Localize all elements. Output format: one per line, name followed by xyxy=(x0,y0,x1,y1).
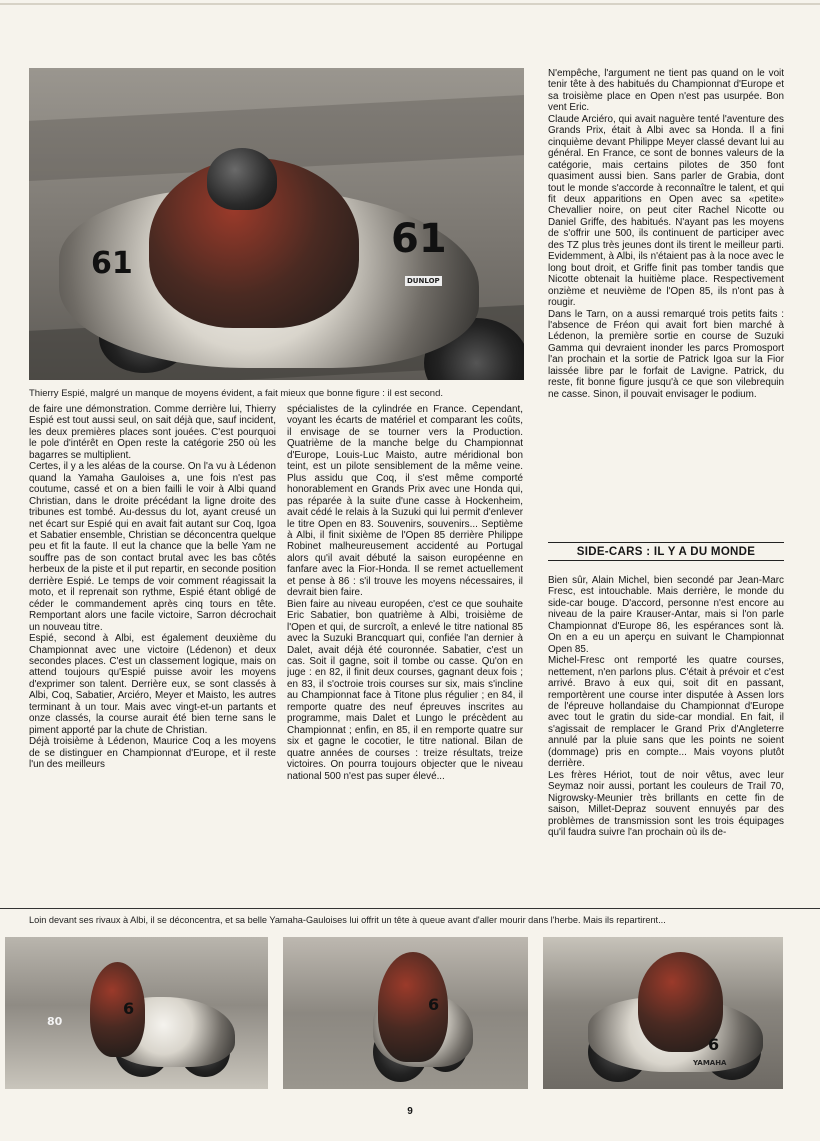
trackside-sign-text: 80 xyxy=(47,1015,63,1028)
strip-divider xyxy=(0,908,820,909)
race-number-tail: 61 xyxy=(91,246,133,281)
strip-race-number-1: 6 xyxy=(123,999,135,1018)
paragraph: Claude Arciéro, qui avait naguère tenté l'aventure des Grands Prix, était à Albi avec sa Honda. Il a fini cinquième devant Philippe Meyer classé devant lui au général. En France, ce sont de bonnes valeurs de la catégorie, mais certains pilotes de 350 font quasiment aussi bien. Sans parler de Grabia, dont tout le monde s'accorde à reconnaître le talent, et qui fit deux apparitions en Open avec sa «petite» Chevallier noire, on peut citer Rachel Nicotte ou Daniel Griffe, des habitués. N'ayant pas les moyens de s'offrir une 500, ils continuent de participer avec des TZ plus très jeunes dont ils tirent le meilleur parti. Evidemment, à Albi, ils n'étaient pas à la noce avec le long bout droit, et Griffe finit pas tomber tandis que Nicotte obtenait la huitième place. Respectivement onzième et neuvième de l'Open 85, ils n'ont pas à rougir. xyxy=(548,113,784,309)
paragraph: Michel-Fresc ont remporté les quatre courses, nettement, n'en parlons plus. C'était à prévoir et c'est arrivé. Bravo à eux qui, soit dit en passant, remportèrent une course inter disputée à Assen lors de l'épreuve hollandaise du Championnat d'Europe avec tout le gratin du side-car mondial. En fait, il s'agissait de remplacer le Grand Prix d'Angleterre annulé par la pluie sans que les points ne soient (dommage) pris en compte... Mais voyons plutôt derrière. xyxy=(548,655,784,770)
section-heading: SIDE-CARS : IL Y A DU MONDE xyxy=(548,542,784,561)
main-photo xyxy=(29,68,524,380)
tire-brand: DUNLOP xyxy=(407,277,440,285)
paragraph: spécialistes de la cylindrée en France. Cependant, voyant les écarts de matériel et comparant les coûts, il envisage de se tourner vers la Production. Quatrième de la manche belge du Championnat d'Europe, Louis-Luc Maisto, autre méridional bon teint, est un pilote sensiblement de la même veine. Plus assidu que Coq, il s'est même comporté honorablement en Grands Prix avec une Honda qui, pas réparée à la suite d'une casse à Hockenheim, avait cédé le relais à la Suzuki qui lui permit d'enlever le titre Open en 83. Souvenirs, souvenirs... Septième à Albi, il finit sixième de l'Open 85 derrière Philippe Robinet malheureusement accidenté au Portugal alors qu'il avait débuté la saison européenne en fanfare avec la Fior-Honda. Il se remet actuellement et pense à 86 : s'il trouve les moyens nécessaires, il devrait bien faire. xyxy=(287,404,523,599)
text-column-right-bottom xyxy=(548,575,784,905)
paragraph: Dans le Tarn, on a aussi remarqué trois petits faits : l'absence de Fréon qui avait fort bien marché à Lédenon, la première sortie en course de Suzuki Gamma qui devraient inonder les parcs Promosport l'an prochain et la sortie de Patrick Igoa sur la Fior laissée libre par le forfait de Lavigne. Patrick, du reste, fit bonne figure jusqu'à ce que son vilebrequin ne casse. Sinon, il pouvait envisager le podium. xyxy=(548,308,784,400)
strip-photo-3 xyxy=(543,937,783,1089)
top-rule xyxy=(0,3,820,5)
strip-race-number-2: 6 xyxy=(428,995,440,1014)
photo-strip-caption: Loin devant ses rivaux à Albi, il se déconcentra, et sa belle Yamaha-Gauloises lui offrit un tête à queue avant d'aller mourir dans l'herbe. Mais ils repartirent... xyxy=(29,915,666,925)
page-number: 9 xyxy=(407,1106,413,1117)
strip-photo-2 xyxy=(283,937,528,1089)
race-number-front: 61 xyxy=(391,216,447,262)
text-column-left xyxy=(29,404,276,904)
paragraph: Bien sûr, Alain Michel, bien secondé par Jean-Marc Fresc, est intouchable. Mais derrière, le monde du side-car bouge. D'accord, personne n'est encore au niveau de la paire Krauser-Antar, mais si l'on parle Championnat d'Europe 86, les espérances sont là. On en a eu un aperçu en suivant le Championnat Open 85. xyxy=(548,575,784,655)
paragraph: Certes, il y a les aléas de la course. On l'a vu à Lédenon quand la Yamaha Gauloises a, une fois n'est pas coutume, cassé et on a bien failli le voir à Albi quand Christian, dans le droite précédant la ligne droite des tribunes est tombé. Au-dessus du lot, ayant creusé un net écart sur Espié qui en avait fait autant sur Coq, Igoa et Sabatier ensemble, Christian se déconcentra quelque peu et fit la faute. Il eut la chance que la belle Yam ne souffre pas de son contact brutal avec les bas côtés herbeux de la piste et il put repartir, en seconde position derrière Espié. Le temps de voir comment réagissait la moto, et il reprenait son rythme, Espié étant obligé de céder le commandement après cinq tours en tête. Remportant alors une facile victoire, Sarron décrochait un nouveau titre. xyxy=(29,461,276,633)
paragraph: de faire une démonstration. Comme derrière lui, Thierry Espié est tout aussi seul, on sait déjà que, sauf incident, les deux premières places sont jouées. C'est pourquoi le pole d'intérêt en Open reste la catégorie 250 où les bagarres se multiplient. xyxy=(29,404,276,461)
fairing-brand-text: YAMAHA xyxy=(693,1059,727,1067)
paragraph: N'empêche, l'argument ne tient pas quand on le voit tenir tête à des habitués du Championnat d'Europe et sa troisième place en Open n'est pas usurpée. Bon vent Eric. xyxy=(548,68,784,114)
paragraph: Déjà troisième à Lédenon, Maurice Coq a les moyens de se distinguer en Championnat d'Europe, et il reste l'un des meilleurs xyxy=(29,736,276,771)
strip-race-number-3: 6 xyxy=(708,1035,720,1054)
text-column-right-top xyxy=(548,68,784,528)
strip-photo-1 xyxy=(5,937,268,1089)
text-column-middle xyxy=(287,404,523,904)
rider-helmet xyxy=(207,148,277,210)
main-photo-caption: Thierry Espié, malgré un manque de moyens évident, a fait mieux que bonne figure : il est second. xyxy=(29,388,444,399)
paragraph: Les frères Hériot, tout de noir vêtus, avec leur Seymaz noir aussi, portant les couleurs de Trail 70, Nigrowsky-Meunier très brillants en cette fin de saison, Millet-Depraz souvent ennuyés par des problèmes de transmission sont les trois équipages qu'il faudra suivre l'an prochain où ils de- xyxy=(548,769,784,838)
paragraph: Espié, second à Albi, est également deuxième du Championnat avec une victoire (Lédenon) et deux secondes places. C'est un classement logique, mais on attend toujours qu'Espié puisse avoir les moyens d'exprimer son talent. Derrière eux, se sont classés à Albi, Coq, Sabatier, Arciéro, Meyer et Maisto, les autres terminant à un tour. Mais avec vingt-et-un partants et onze classés, la course aurait été bien terne sans le piment apporté par la chute de Christian. xyxy=(29,633,276,736)
paragraph: Bien faire au niveau européen, c'est ce que souhaite Eric Sabatier, bon quatrième à Albi, troisième de l'Open et qui, de surcroît, a enlevé le titre national 85 avec la Suzuki Brancquart qui, confiée l'an dernier à Dalet, avait déjà été couronnée. Sabatier, c'est un cas. Soit il gagne, soit il tombe ou casse. Qu'on en juge : en 82, il finit deux courses, gagnant deux fois ; en 83, il s'octroie trois courses sur six, mais s'incline au Championnat face à Titone plus régulier ; en 84, il remporte quatre des neuf épreuves inscrites au programme, mais Dalet et Lungo le précèdent au Championnat ; enfin, en 85, il en remporte quatre sur six et gagne le cocotier, le titre national. Bilan de quatre années de courses : treize résultats, treize victoires. On pourra toujours objecter que le niveau national 500 n'est pas super élevé... xyxy=(287,598,523,782)
